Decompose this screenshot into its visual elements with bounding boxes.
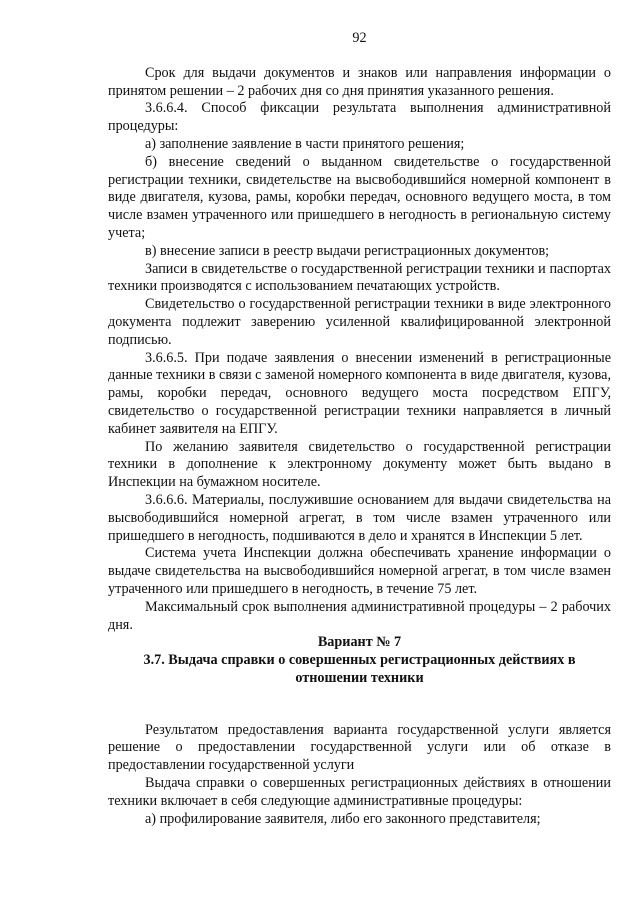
paragraph-electronic-signature: Свидетельство о государственной регистрации техники в виде электронного документа подлежит заверению усиленной квалифицированной электронной подписью. <box>108 296 611 348</box>
list-item-profiling: а) профилирование заявителя, либо его законного представителя; <box>145 810 541 827</box>
paragraph-3-6-6-6: 3.6.6.6. Материалы, послужившие основанием для выдачи свидетельства на высвободившийся номерной агрегат, в том числе взамен утраченного или пришедшего в негодность, подшиваются в дело и хранятся в Инспекции 5 лет. <box>108 491 611 544</box>
paragraph-deadline: Срок для выдачи документов и знаков или направления информации о принятом решении – 2 рабочих дня со дня принятия указанного решения. <box>108 64 611 99</box>
document-page <box>108 30 611 828</box>
list-item-v: в) внесение записи в реестр выдачи регистрационных документов; <box>145 242 550 259</box>
paragraph-3-6-6-4: 3.6.6.4. Способ фиксации результата выполнения административной процедуры: <box>108 100 611 135</box>
list-item-a: а) заполнение заявление в части принятого решения; <box>145 135 465 152</box>
section-heading: 3.7. Выдача справки о совершенных регистрационных действиях в отношении техники <box>143 652 576 686</box>
variant-heading: Вариант № 7 <box>317 634 402 651</box>
paragraph-storage: Система учета Инспекции должна обеспечивать хранение информации о выдаче свидетельства на высвободившийся номерной агрегат, в том числе взамен утраченного или пришедшего в негодность, в течение 75 лет. <box>108 545 611 597</box>
paragraph-result: Результатом предоставления варианта государственной услуги является решение о предоставлении государственной услуги или об отказе в предоставлении государственной услуги <box>108 721 611 774</box>
paragraph-paper-copy: По желанию заявителя свидетельство о государственной регистрации техники в дополнение к электронному документу может быть выдано в Инспекции на бумажном носителе. <box>108 438 611 491</box>
list-item-b: б) внесение сведений о выданном свидетельстве о государственной регистрации техники, свидетельстве на высвободившийся номерной компонент в виде двигателя, кузова, рамы, коробки передач, основного ведущего моста, в том числе взамен утраченного или пришедшего в негодность в региональную систему учета; <box>108 153 611 241</box>
paragraph-records: Записи в свидетельстве о государственной регистрации техники и паспортах техники производятся с использованием печатающих устройств. <box>108 260 611 295</box>
section-spacer <box>108 688 611 722</box>
paragraph-procedures: Выдача справки о совершенных регистрационных действиях в отношении техники включает в себя следующие административные процедуры: <box>108 775 611 809</box>
paragraph-3-6-6-5: 3.6.6.5. При подаче заявления о внесении изменений в регистрационные данные техники в связи с заменой номерного компонента в виде двигателя, кузова, рамы, коробки передач, основного ведущего моста посредством ЕПГУ, свидетельство о государственной регистрации техники направляется в личный кабинет заявителя на ЕПГУ. <box>108 349 611 437</box>
paragraph-max-term: Максимальный срок выполнения административной процедуры – 2 рабочих дня. <box>108 598 611 633</box>
page-number: 92 <box>352 30 367 46</box>
